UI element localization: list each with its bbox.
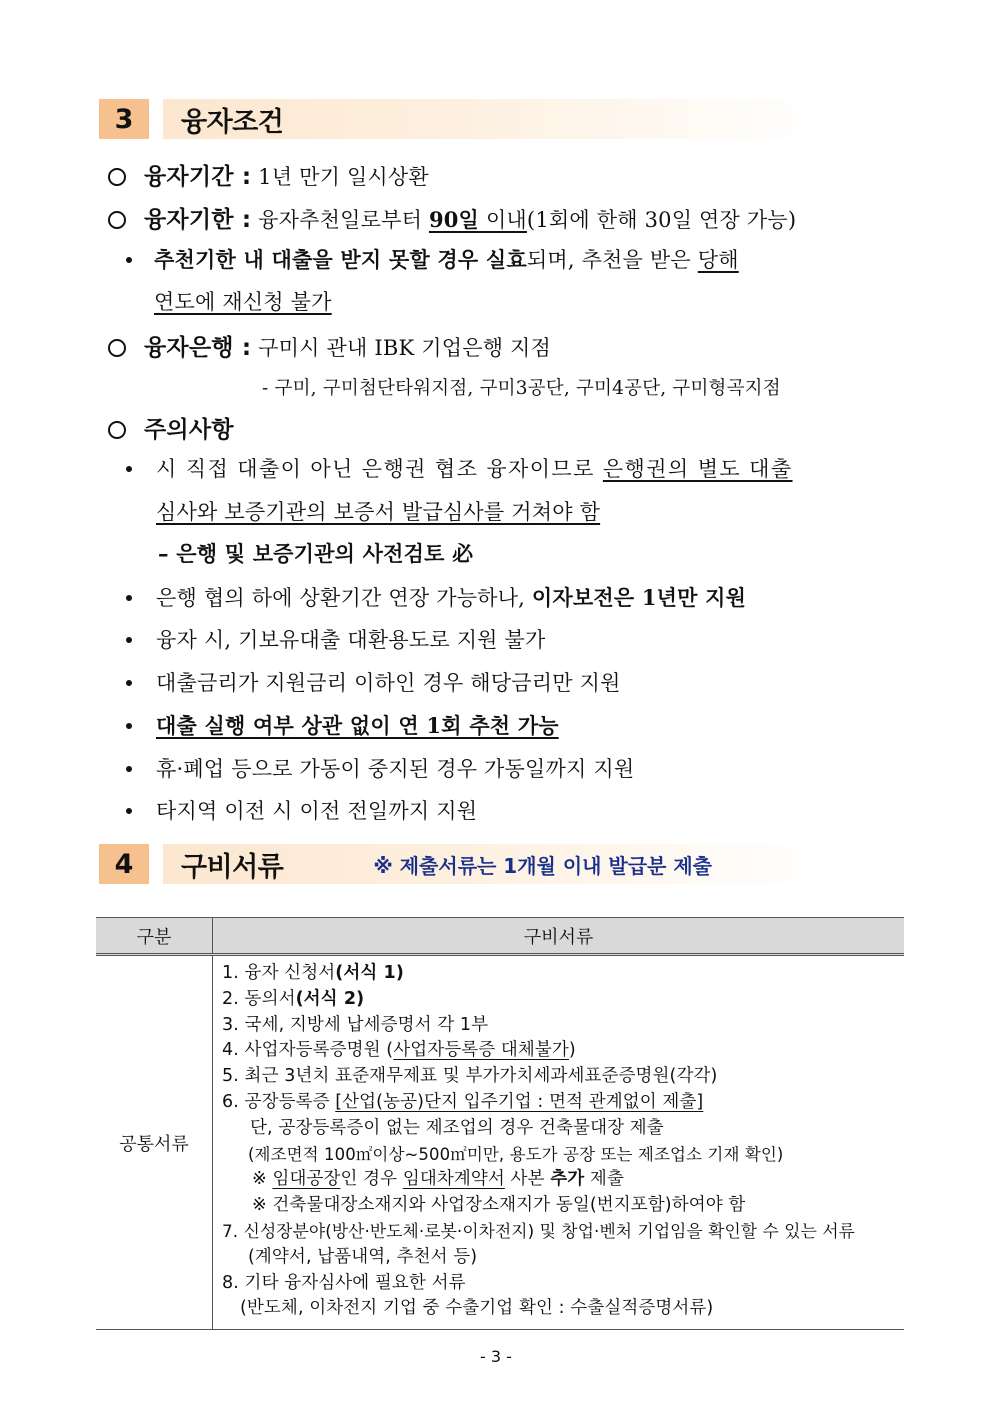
deadline-within: 이내	[479, 208, 527, 232]
caution-1-line1	[156, 453, 793, 483]
doc-item-1: 1. 융자 신청서(서식 1)	[222, 963, 404, 983]
header-category: 구분	[96, 918, 213, 955]
doc-item-6-note-a: 단, 공장등록증이 없는 제조업의 경우 건축물대장 제출	[250, 1117, 664, 1138]
circle-bullet-icon	[108, 168, 126, 186]
deadline-note-text: 되며, 추천을 받은	[526, 248, 698, 272]
caution-row	[108, 411, 234, 444]
doc-item-6: 6. 공장등록증 [산업(농공)단지 입주기업 : 면적 관계없이 제출]	[222, 1091, 704, 1112]
section-number: 3	[99, 99, 149, 139]
bank-branches: - 구미, 구미첨단타워지점, 구미3공단, 구미4공단, 구미형곡지점	[262, 378, 781, 399]
bullet-dot-icon	[126, 808, 132, 814]
bullet-dot-icon	[126, 257, 132, 263]
bullet-dot-icon	[126, 766, 132, 772]
deadline-note-underline: 당해	[697, 248, 739, 272]
doc-item-5: 5. 최근 3년치 표준재무제표 및 부가가치세과세표준증명원(각각)	[222, 1066, 718, 1087]
deadline-note-bold: 추천기한 내 대출을 받지 못할 경우 실효	[154, 247, 527, 272]
circle-bullet-icon	[108, 421, 126, 439]
section-title-bar	[163, 99, 823, 139]
section-number: 4	[99, 844, 149, 884]
caution-5: 대출 실행 여부 상관 없이 연 1회 추천 가능	[156, 713, 559, 738]
doc-item-8-note: (반도체, 이차전지 기업 중 수출기업 확인 : 수출실적증명서류)	[240, 1298, 714, 1319]
caution-1-underline-2: 심사와 보증기관의 보증서 발급심사를 거쳐야 함	[156, 500, 601, 524]
doc-item-4: 4. 사업자등록증명원 (사업자등록증 대체불가)	[222, 1040, 576, 1061]
table-row	[96, 955, 904, 1330]
section-note: ※ 제출서류는 1개월 이내 발급분 제출	[373, 853, 712, 878]
deadline-note-line1	[154, 244, 739, 274]
required-documents-table	[96, 917, 904, 1330]
doc-item-2: 2. 동의서(서식 2)	[222, 988, 365, 1009]
caution-6: 휴·폐업 등으로 가동이 중지된 경우 가동일까지 지원	[156, 757, 635, 781]
doc-item-3: 3. 국세, 지방세 납세증명서 각 1부	[222, 1014, 489, 1035]
doc-item-6-note-d: ※ 건축물대장소재지와 사업장소재지가 동일(번지포함)하여야 함	[252, 1195, 746, 1216]
loan-deadline-row	[108, 201, 796, 234]
table-header-row	[96, 918, 904, 955]
header-documents: 구비서류	[213, 918, 905, 955]
caution-label: 주의사항	[144, 417, 234, 443]
loan-bank-row	[108, 329, 551, 362]
caution-1-text: 시 직접 대출이 아닌 은행권 협조 융자이므로	[156, 457, 603, 481]
page-number: - 3 -	[480, 1347, 512, 1366]
deadline-note-underline-2: 연도에 재신청 불가	[154, 290, 332, 314]
deadline-days: 90일	[428, 207, 480, 232]
loan-deadline-label: 융자기한 :	[144, 207, 252, 233]
doc-item-7: 7. 신성장분야(방산·반도체·로봇·이차전지) 및 창업·벤처 기업임을 확인할 수 있는 서류	[222, 1220, 855, 1241]
caution-2	[156, 582, 746, 612]
caution-1-underline: 은행권의 별도 대출	[602, 457, 793, 481]
caution-2-text: 은행 협의 하에 상환기간 연장 가능하나,	[156, 586, 532, 610]
category-cell: 공통서류	[96, 955, 213, 1330]
doc-item-7-note: (계약서, 납품내역, 추천서 등)	[248, 1246, 478, 1267]
section-title-bar	[163, 844, 823, 884]
caution-7: 타지역 이전 시 이전 전일까지 지원	[156, 799, 478, 823]
loan-period-row	[108, 158, 429, 191]
circle-bullet-icon	[108, 211, 126, 229]
section-title: 구비서류	[181, 851, 284, 883]
caution-4: 대출금리가 지원금리 이하인 경우 해당금리만 지원	[156, 671, 621, 695]
section-4-header	[99, 844, 823, 884]
deadline-pre: 융자추천일로부터	[258, 208, 429, 232]
loan-period-label: 융자기간 :	[144, 164, 252, 190]
loan-bank-text: 구미시 관내 IBK 기업은행 지점	[258, 336, 552, 360]
doc-item-6-note-b: (제조면적 100㎡이상~500㎡미만, 용도가 공장 또는 제조업소 기재 확인)	[248, 1144, 784, 1164]
bullet-dot-icon	[126, 466, 132, 472]
doc-item-6-note-c: ※ 임대공장인 경우 임대차계약서 사본 추가 제출	[252, 1169, 624, 1190]
caution-1-line2	[156, 496, 600, 526]
bullet-dot-icon	[126, 723, 132, 729]
caution-3: 융자 시, 기보유대출 대환용도로 지원 불가	[156, 628, 546, 652]
bullet-dot-icon	[126, 595, 132, 601]
loan-bank-label: 융자은행 :	[144, 335, 252, 361]
circle-bullet-icon	[108, 339, 126, 357]
bullet-dot-icon	[126, 637, 132, 643]
documents-cell	[213, 955, 905, 1330]
bullet-dot-icon	[126, 680, 132, 686]
loan-period-text: 1년 만기 일시상환	[258, 165, 429, 189]
section-3-header	[99, 99, 823, 139]
caution-2-bold: 이자보전은 1년만 지원	[531, 585, 747, 610]
deadline-note-line2	[154, 286, 332, 316]
deadline-post: (1회에 한해 30일 연장 가능)	[526, 208, 797, 232]
doc-item-8: 8. 기타 융자심사에 필요한 서류	[222, 1272, 466, 1293]
caution-1-sub: – 은행 및 보증기관의 사전검토 必	[158, 541, 474, 566]
section-title: 융자조건	[181, 106, 284, 138]
